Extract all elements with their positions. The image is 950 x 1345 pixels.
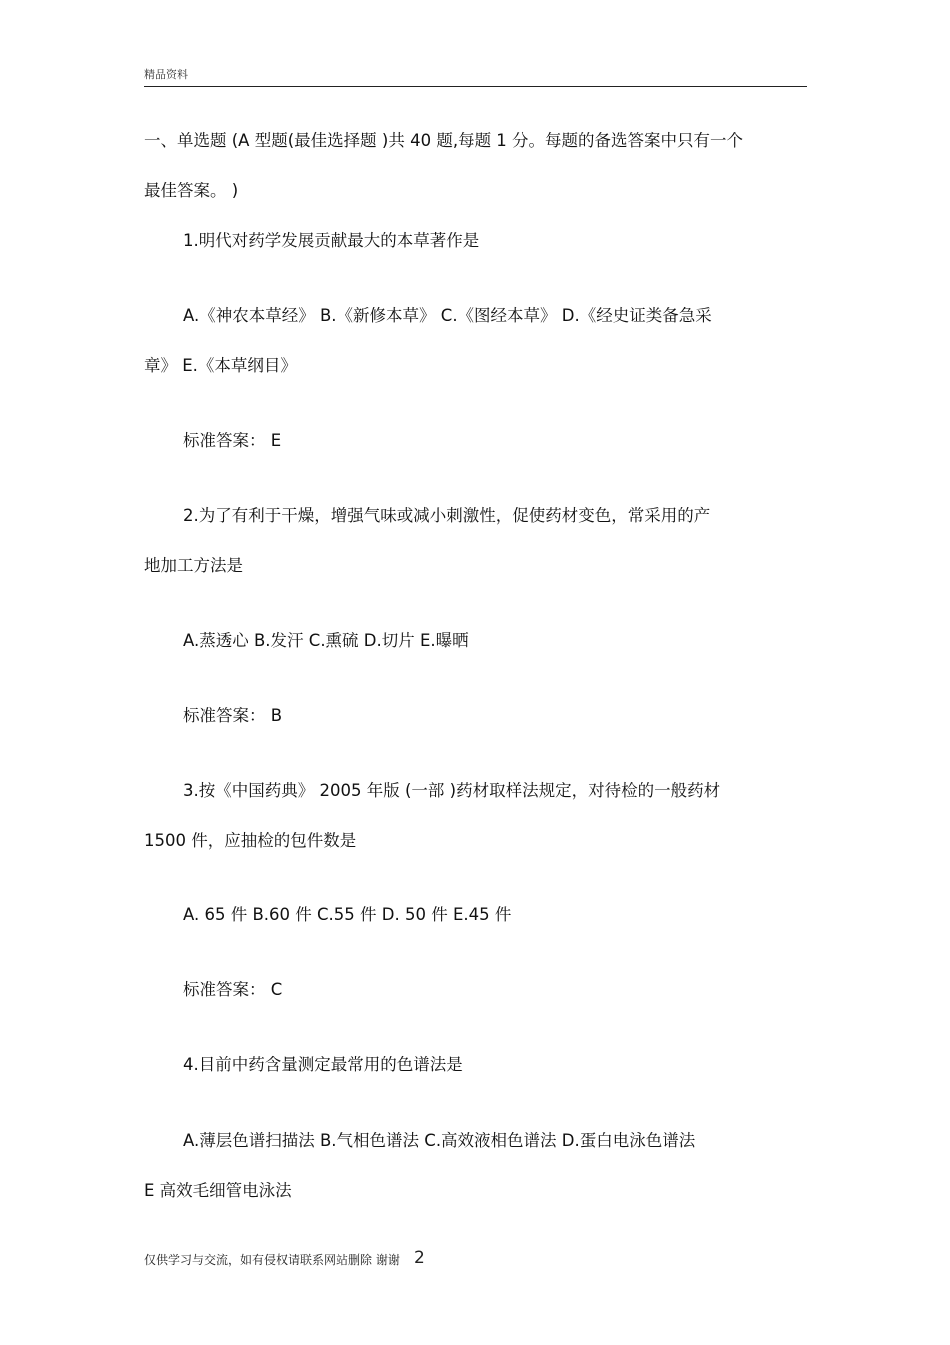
- question-3-stem-line-2: 1500 件，应抽检的包件数是: [144, 831, 357, 850]
- section-intro-line-1: 一、单选题 (A 型题(最佳选择题 )共 40 题,每题 1 分。每题的备选答案中只有一个: [144, 131, 744, 150]
- page-header-label: 精品资料: [144, 68, 188, 81]
- question-4-stem: 4.目前中药含量测定最常用的色谱法是: [183, 1055, 463, 1074]
- question-4-options-line-2: E 高效毛细管电泳法: [144, 1181, 292, 1200]
- question-4-options-line-1: A.薄层色谱扫描法 B.气相色谱法 C.高效液相色谱法 D.蛋白电泳色谱法: [183, 1131, 696, 1150]
- footer-notice: 仅供学习与交流，如有侵权请联系网站删除 谢谢: [144, 1253, 400, 1267]
- question-2-answer: 标准答案： B: [183, 706, 283, 725]
- question-1-options-line-1: A.《神农本草经》 B.《新修本草》 C.《图经本草》 D.《经史证类备急采: [183, 306, 712, 325]
- question-1-answer: 标准答案： E: [183, 431, 282, 450]
- header-divider: [144, 86, 807, 87]
- question-3-answer: 标准答案： C: [183, 980, 283, 999]
- section-intro-line-2: 最佳答案。 ): [144, 181, 239, 200]
- question-2-options: A.蒸透心 B.发汗 C.熏硫 D.切片 E.曝晒: [183, 631, 469, 650]
- question-3-stem-line-1: 3.按《中国药典》 2005 年版 (一部 )药材取样法规定，对待检的一般药材: [183, 781, 721, 800]
- question-3-options: A. 65 件 B.60 件 C.55 件 D. 50 件 E.45 件: [183, 905, 512, 924]
- question-1-stem: 1.明代对药学发展贡献最大的本草著作是: [183, 231, 480, 250]
- page-number: 2: [414, 1248, 425, 1268]
- question-2-stem-line-2: 地加工方法是: [144, 556, 243, 575]
- question-2-stem-line-1: 2.为了有利于干燥，增强气味或减小刺激性，促使药材变色，常采用的产: [183, 506, 711, 525]
- question-1-options-line-2: 章》 E.《本草纲目》: [144, 356, 297, 375]
